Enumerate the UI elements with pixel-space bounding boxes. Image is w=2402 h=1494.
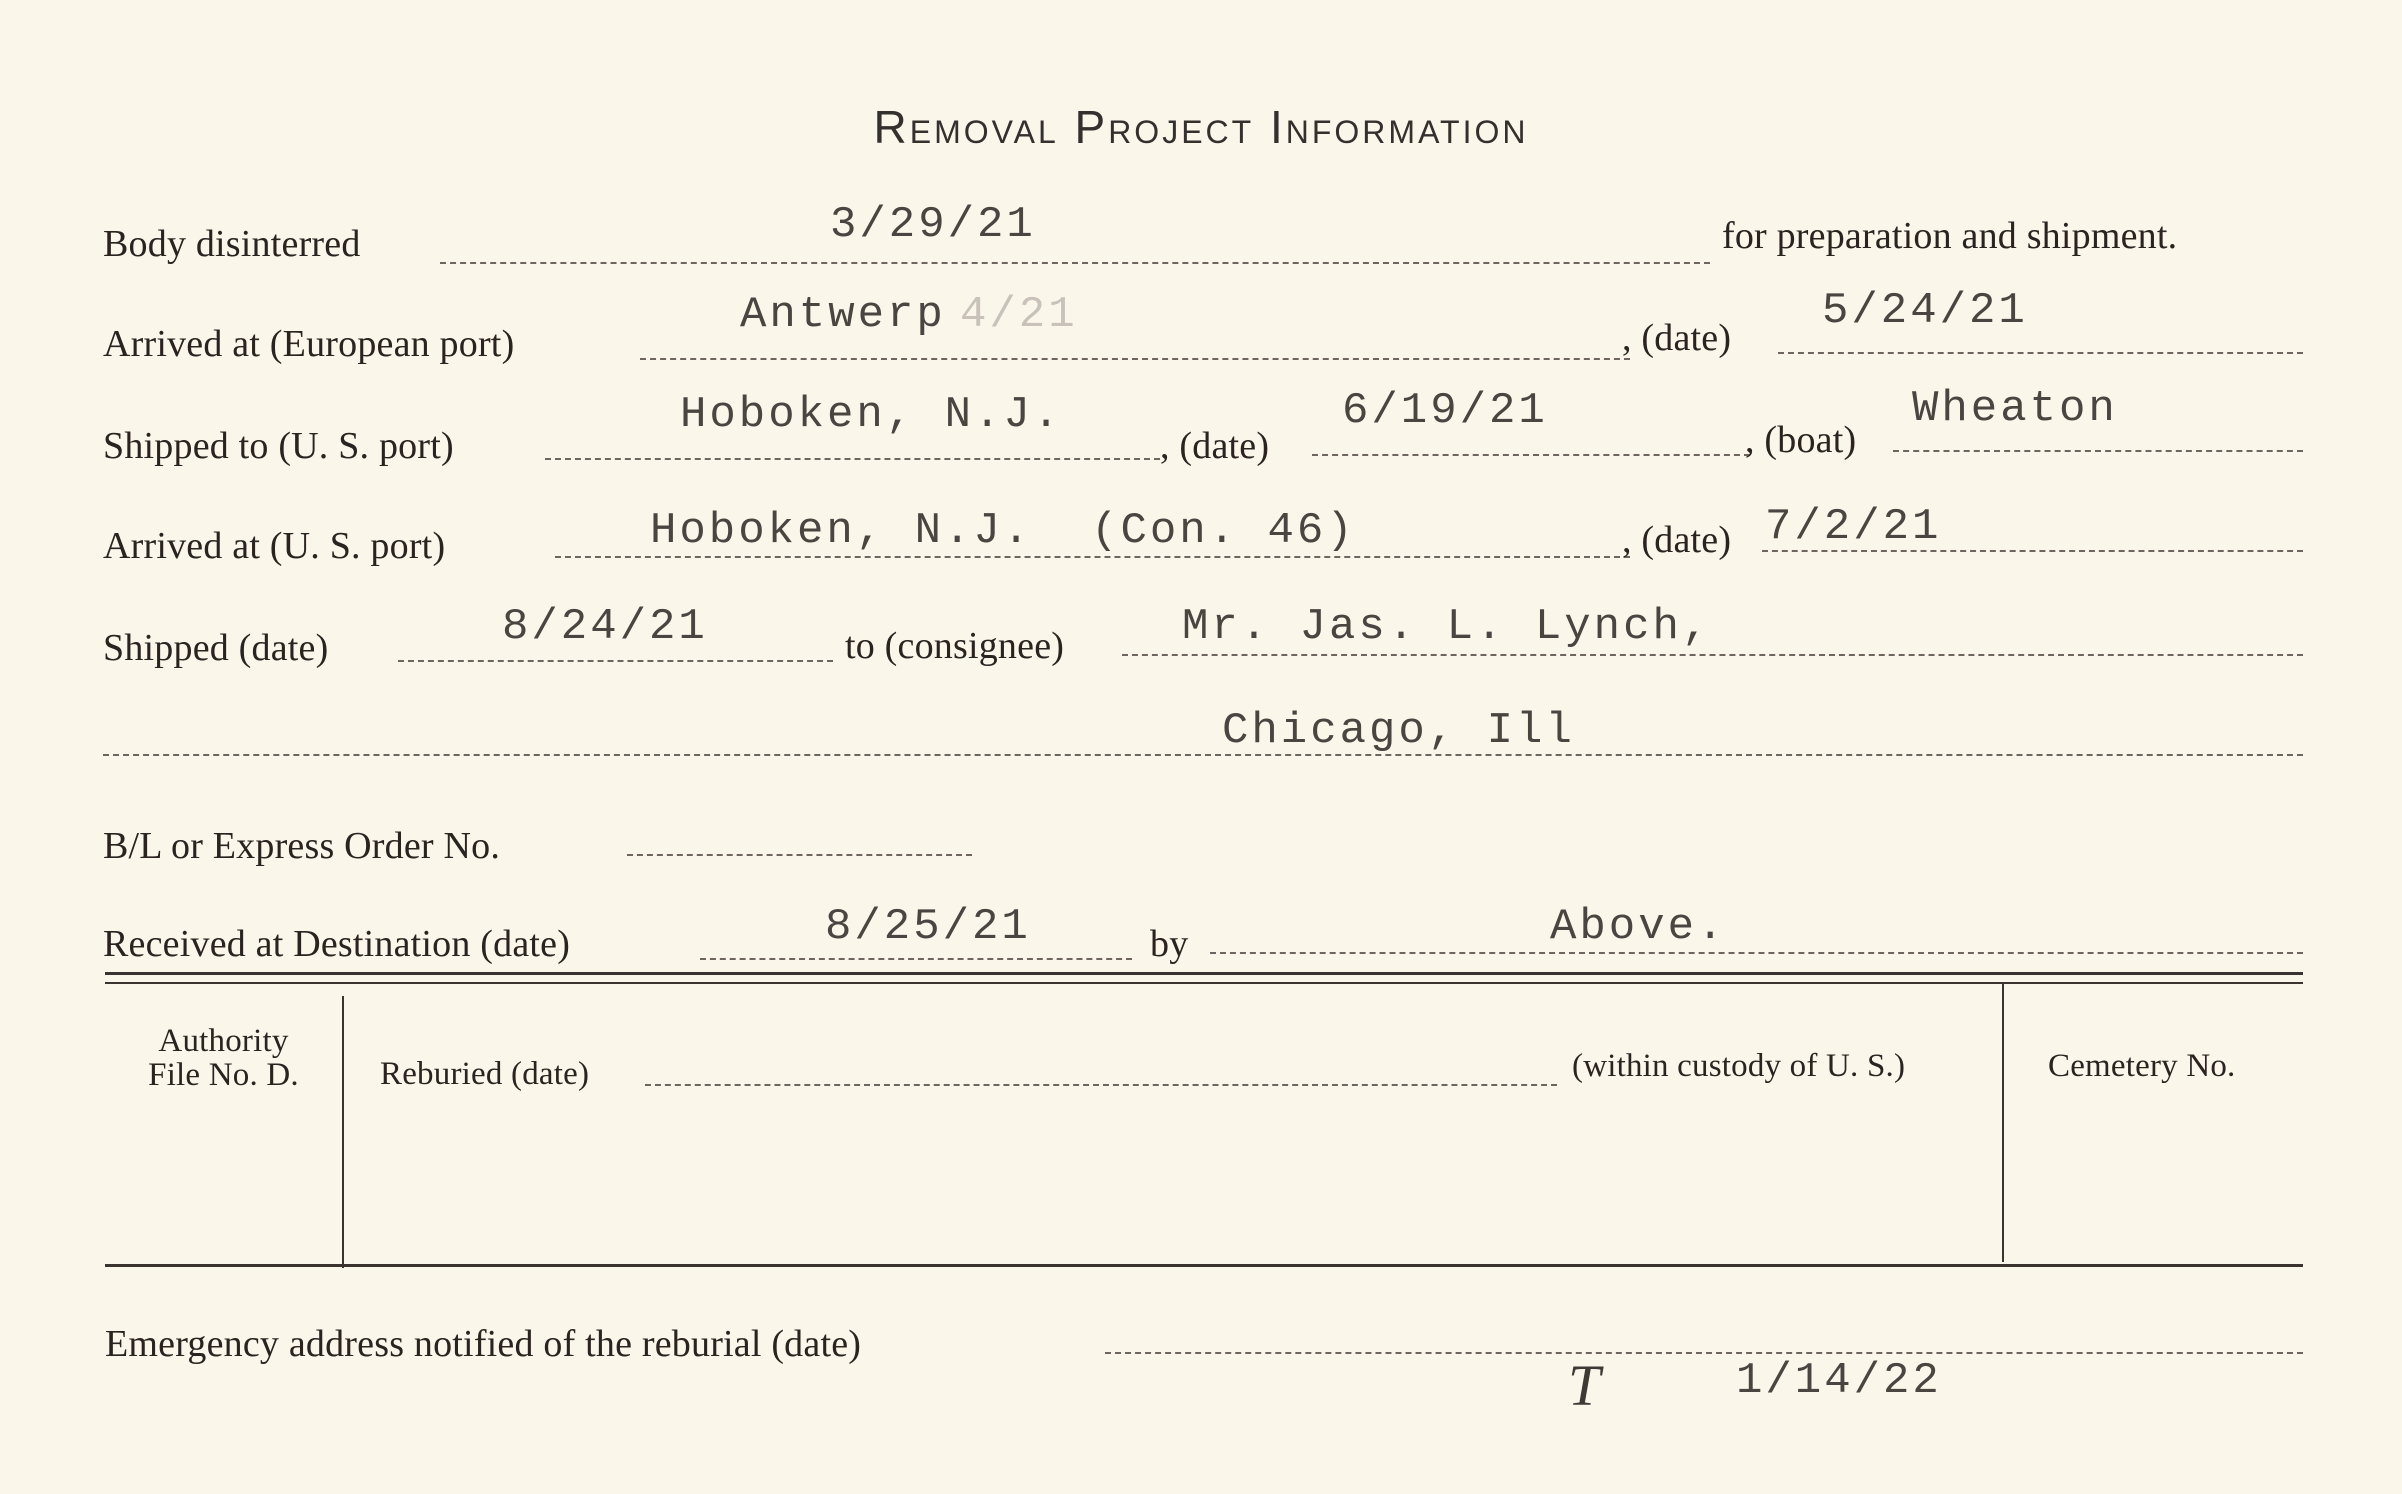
consignee-value: Mr. Jas. L. Lynch, bbox=[1182, 602, 1712, 652]
emergency-label: Emergency address notified of the reburial (date) bbox=[105, 1323, 862, 1365]
consignee-city-value: Chicago, Ill bbox=[1222, 706, 1575, 756]
arrived-european-label: Arrived at (European port) bbox=[103, 323, 515, 365]
cemetery-label: Cemetery No. bbox=[2048, 1048, 2236, 1084]
box-top-rule bbox=[105, 972, 2303, 975]
arrived-european-faint-date: 4/21 bbox=[960, 290, 1078, 340]
shipped-us-boat-label: , (boat) bbox=[1745, 419, 1857, 461]
arrived-european-value: Antwerp bbox=[740, 290, 946, 340]
box-bottom-rule bbox=[105, 1264, 2303, 1267]
box-divider-left bbox=[342, 996, 344, 1268]
shipped-us-date-line bbox=[1312, 454, 1750, 456]
arrived-us-date-value: 7/2/21 bbox=[1765, 502, 1942, 552]
shipped-us-line bbox=[545, 458, 1160, 460]
emergency-line bbox=[1105, 1352, 2303, 1354]
consignee-continuation-line bbox=[103, 754, 2303, 756]
received-line bbox=[700, 958, 1132, 960]
received-label: Received at Destination (date) bbox=[103, 923, 571, 965]
body-disinterred-line bbox=[440, 262, 1710, 264]
shipped-us-date-label: , (date) bbox=[1160, 425, 1270, 467]
arrived-european-date-line bbox=[1778, 352, 2303, 354]
authority-label bbox=[105, 1024, 342, 1092]
shipped-date-label: Shipped (date) bbox=[103, 627, 329, 669]
reburied-label: Reburied (date) bbox=[380, 1056, 590, 1092]
received-value: 8/25/21 bbox=[825, 902, 1031, 952]
arrived-us-label: Arrived at (U. S. port) bbox=[103, 525, 446, 567]
bl-order-line bbox=[627, 854, 972, 856]
consignee-line bbox=[1122, 654, 2303, 656]
box-divider-right bbox=[2002, 984, 2004, 1262]
box-top-rule-inner bbox=[105, 982, 2303, 984]
shipped-us-date-value: 6/19/21 bbox=[1342, 386, 1548, 436]
body-disinterred-label: Body disinterred bbox=[103, 223, 361, 265]
consignee-label: to (consignee) bbox=[845, 625, 1065, 667]
shipped-us-label: Shipped to (U. S. port) bbox=[103, 425, 454, 467]
custody-label: (within custody of U. S.) bbox=[1572, 1048, 1906, 1084]
arrived-european-date-label: , (date) bbox=[1622, 317, 1732, 359]
arrived-european-line bbox=[640, 358, 1630, 360]
authority-line-1: Authority bbox=[158, 1023, 289, 1059]
received-by-value: Above. bbox=[1550, 902, 1727, 952]
received-by-label: by bbox=[1150, 923, 1189, 965]
emergency-value: 1/14/22 bbox=[1736, 1356, 1942, 1406]
shipped-date-value: 8/24/21 bbox=[502, 602, 708, 652]
bl-order-label: B/L or Express Order No. bbox=[103, 825, 501, 867]
received-by-line bbox=[1210, 952, 2303, 954]
shipped-date-line bbox=[398, 660, 833, 662]
arrived-us-value: Hoboken, N.J. (Con. 46) bbox=[650, 506, 1356, 556]
body-disinterred-suffix: for preparation and shipment. bbox=[1722, 215, 2178, 257]
arrived-us-line bbox=[555, 556, 1630, 558]
shipped-us-boat-line bbox=[1893, 450, 2303, 452]
arrived-european-date-value: 5/24/21 bbox=[1822, 286, 2028, 336]
shipped-us-boat-value: Wheaton bbox=[1912, 384, 2118, 434]
shipped-us-value: Hoboken, N.J. bbox=[680, 390, 1063, 440]
authority-line-2: File No. D. bbox=[148, 1057, 299, 1093]
card-title: Removal Project Information bbox=[873, 101, 1529, 153]
arrived-us-date-label: , (date) bbox=[1622, 519, 1732, 561]
emergency-initial: T bbox=[1568, 1353, 1601, 1418]
body-disinterred-value: 3/29/21 bbox=[830, 200, 1036, 250]
reburied-line bbox=[645, 1084, 1557, 1086]
